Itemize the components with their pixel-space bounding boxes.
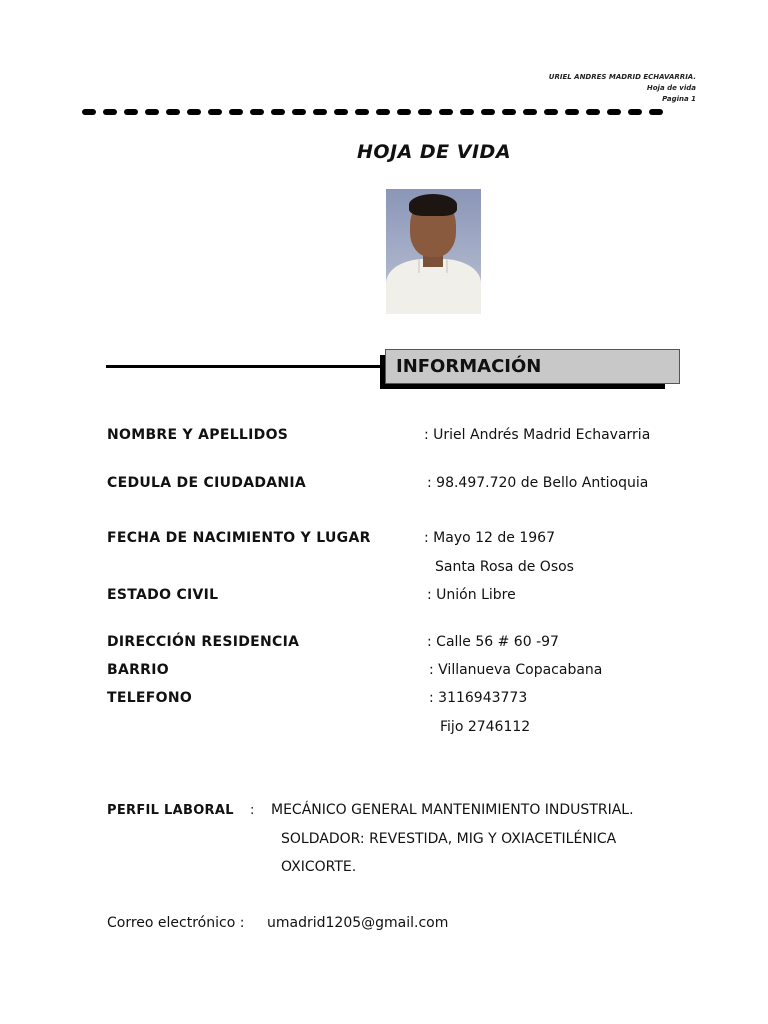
direccion-value: : Calle 56 # 60 -97 bbox=[427, 634, 559, 650]
estado-label: ESTADO CIVIL bbox=[107, 587, 219, 603]
dash-segment bbox=[418, 109, 432, 115]
cedula-value: : 98.497.720 de Bello Antioquia bbox=[427, 475, 649, 491]
dash-segment bbox=[523, 109, 537, 115]
dash-segment bbox=[271, 109, 285, 115]
barrio-label: BARRIO bbox=[107, 662, 169, 678]
dash-segment bbox=[586, 109, 600, 115]
section-rule bbox=[106, 365, 386, 368]
telefono-label: TELEFONO bbox=[107, 690, 193, 706]
section-heading: INFORMACIÓN bbox=[385, 349, 680, 384]
profile-photo bbox=[386, 189, 481, 314]
dash-segment bbox=[649, 109, 663, 115]
perfil-label: PERFIL LABORAL bbox=[107, 803, 234, 818]
dash-segment bbox=[187, 109, 201, 115]
perfil-line-2: SOLDADOR: REVESTIDA, MIG Y OXIACETILÉNICA bbox=[281, 831, 617, 847]
email-value: umadrid1205@gmail.com bbox=[267, 915, 449, 931]
perfil-line-3: OXICORTE. bbox=[281, 859, 357, 875]
perfil-line-1: MECÁNICO GENERAL MANTENIMIENTO INDUSTRIAL. bbox=[271, 802, 634, 818]
header-page: Pagina 1 bbox=[662, 95, 696, 103]
estado-value: : Unión Libre bbox=[427, 587, 516, 603]
nacimiento-lugar: Santa Rosa de Osos bbox=[435, 559, 574, 575]
dash-segment bbox=[628, 109, 642, 115]
direccion-label: DIRECCIÓN RESIDENCIA bbox=[107, 634, 300, 650]
nombre-value: : Uriel Andrés Madrid Echavarria bbox=[424, 427, 651, 443]
dash-segment bbox=[145, 109, 159, 115]
dash-segment bbox=[292, 109, 306, 115]
dash-segment bbox=[250, 109, 264, 115]
dash-segment bbox=[229, 109, 243, 115]
nacimiento-value: : Mayo 12 de 1967 bbox=[424, 530, 555, 546]
nacimiento-label: FECHA DE NACIMIENTO Y LUGAR bbox=[107, 530, 371, 546]
page-header bbox=[549, 72, 696, 105]
dash-segment bbox=[565, 109, 579, 115]
dash-segment bbox=[334, 109, 348, 115]
dash-segment bbox=[607, 109, 621, 115]
dash-segment bbox=[103, 109, 117, 115]
dash-segment bbox=[208, 109, 222, 115]
dash-segment bbox=[355, 109, 369, 115]
dashed-divider bbox=[82, 109, 674, 123]
dash-segment bbox=[544, 109, 558, 115]
dash-segment bbox=[397, 109, 411, 115]
dash-segment bbox=[82, 109, 96, 115]
dash-segment bbox=[481, 109, 495, 115]
telefono-fijo: Fijo 2746112 bbox=[440, 719, 531, 735]
header-name: URIEL ANDRES MADRID ECHAVARRIA. bbox=[548, 73, 696, 81]
telefono-value: : 3116943773 bbox=[429, 690, 528, 706]
cedula-label: CEDULA DE CIUDADANIA bbox=[107, 475, 307, 491]
dash-segment bbox=[313, 109, 327, 115]
dash-segment bbox=[460, 109, 474, 115]
dash-segment bbox=[376, 109, 390, 115]
dash-segment bbox=[502, 109, 516, 115]
dash-segment bbox=[166, 109, 180, 115]
dash-segment bbox=[439, 109, 453, 115]
dash-segment bbox=[124, 109, 138, 115]
header-doc: Hoja de vida bbox=[646, 84, 696, 92]
barrio-value: : Villanueva Copacabana bbox=[429, 662, 603, 678]
page-title: HOJA DE VIDA bbox=[356, 141, 512, 163]
email-label: Correo electrónico : bbox=[107, 915, 245, 931]
perfil-separator: : bbox=[250, 803, 255, 818]
nombre-label: NOMBRE Y APELLIDOS bbox=[107, 427, 289, 443]
